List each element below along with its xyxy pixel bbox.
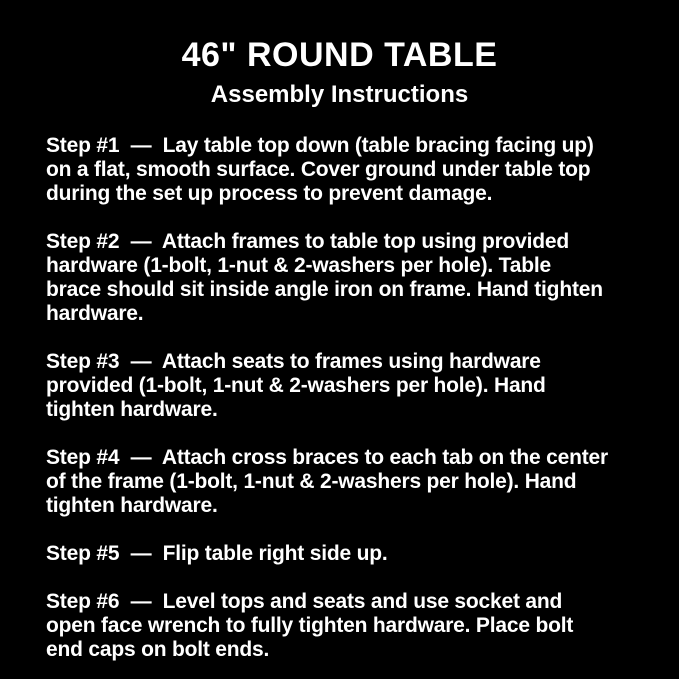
step-5-paragraph bbox=[46, 542, 641, 566]
page-title: 46" ROUND TABLE bbox=[181, 36, 498, 74]
step-6-paragraph bbox=[46, 590, 641, 662]
step-1-line-1: Step #1 — Lay table top down (table bracing facing up) bbox=[46, 133, 594, 157]
step-4-paragraph bbox=[46, 446, 641, 518]
step-6-line-3: end caps on bolt ends. bbox=[46, 637, 270, 661]
step-3-line-1: Step #3 — Attach seats to frames using hardware bbox=[46, 349, 541, 373]
step-2-line-3: brace should sit inside angle iron on frame. Hand tighten bbox=[46, 277, 603, 301]
step-1-line-2: on a flat, smooth surface. Cover ground under table top bbox=[46, 157, 591, 181]
page-subtitle: Assembly Instructions bbox=[210, 81, 469, 109]
step-6-line-2: open face wrench to fully tighten hardware. Place bolt bbox=[46, 613, 574, 637]
step-1-paragraph bbox=[46, 134, 641, 206]
step-4-line-1: Step #4 — Attach cross braces to each tab on the center bbox=[46, 445, 608, 469]
step-4-line-2: of the frame (1-bolt, 1-nut & 2-washers per hole). Hand bbox=[46, 469, 577, 493]
step-3-paragraph bbox=[46, 350, 641, 422]
step-2-line-4: hardware. bbox=[46, 301, 144, 325]
step-5-line-1: Step #5 — Flip table right side up. bbox=[46, 541, 388, 565]
step-3-line-2: provided (1-bolt, 1-nut & 2-washers per hole). Hand bbox=[46, 373, 546, 397]
step-6-line-1: Step #6 — Level tops and seats and use socket and bbox=[46, 589, 563, 613]
step-3-line-3: tighten hardware. bbox=[46, 397, 218, 421]
step-1-line-3: during the set up process to prevent damage. bbox=[46, 181, 493, 205]
step-2-line-2: hardware (1-bolt, 1-nut & 2-washers per hole). Table bbox=[46, 253, 551, 277]
step-2-line-1: Step #2 — Attach frames to table top using provided bbox=[46, 229, 570, 253]
header bbox=[38, 36, 641, 110]
step-4-line-3: tighten hardware. bbox=[46, 493, 218, 517]
step-2-paragraph bbox=[46, 230, 641, 326]
